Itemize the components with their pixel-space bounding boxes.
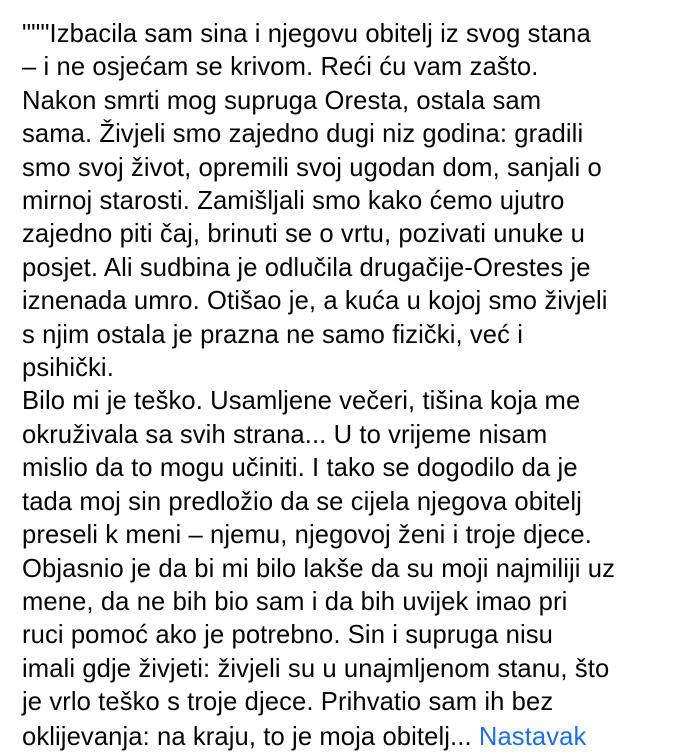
post-line-cut-text: oklijevanja: na kraju, to je moja obitelj...	[22, 722, 479, 751]
post-line: psihički.	[22, 354, 114, 383]
post-line: sama. Živjeli smo zajedno dugi niz godina: gradili	[22, 120, 584, 149]
continue-reading-link[interactable]: Nastavak	[478, 722, 587, 751]
post-line: preseli k meni – njemu, njegovoj ženi i troje djece.	[22, 521, 592, 550]
post-line: – i ne osjećam se krivom. Reći ću vam zašto.	[22, 53, 539, 82]
post-line: smo svoj život, opremili svoj ugodan dom, sanjali o	[22, 153, 602, 182]
post-line: s njim ostala je prazna ne samo fizički, već i	[22, 320, 524, 349]
post-line: okruživala sa svih strana... U to vrijeme nisam	[22, 420, 548, 449]
post-text	[22, 0, 690, 751]
post-line: mene, da ne bih bio sam i da bih uvijek imao pri	[22, 587, 568, 616]
post-line: posjet. Ali sudbina je odlučila drugačije-Orestes je	[22, 253, 591, 282]
post-line: Objasnio je da bi mi bilo lakše da su moji najmiliji uz	[22, 554, 615, 583]
post-line: mirnoj starosti. Zamišljali smo kako ćemo ujutro	[22, 187, 565, 216]
post-line: mislio da to mogu učiniti. I tako se dogodilo da je	[22, 454, 578, 483]
post-line: ruci pomoć ako je potrebno. Sin i supruga nisu	[22, 621, 553, 650]
post-line: imali gdje živjeti: živjeli su u unajmljenom stanu, što	[22, 654, 610, 683]
post-line: """Izbacila sam sina i njegovu obitelj iz svog stana	[22, 20, 591, 48]
post-line: Bilo mi je teško. Usamljene večeri, tišina koja me	[22, 387, 581, 416]
post-line: tada moj sin predložio da se cijela njegova obitelj	[22, 487, 582, 516]
post-line: zajedno piti čaj, brinuti se o vrtu, pozivati unuke u	[22, 220, 585, 249]
post-line: iznenada umro. Otišao je, a kuća u kojoj smo živjeli	[22, 287, 608, 316]
post-line: je vrlo teško s troje djece. Prihvatio sam ih bez	[22, 688, 554, 717]
post-line: Nakon smrti mog supruga Oresta, ostala sam	[22, 86, 542, 115]
post-line-cut	[22, 721, 690, 751]
